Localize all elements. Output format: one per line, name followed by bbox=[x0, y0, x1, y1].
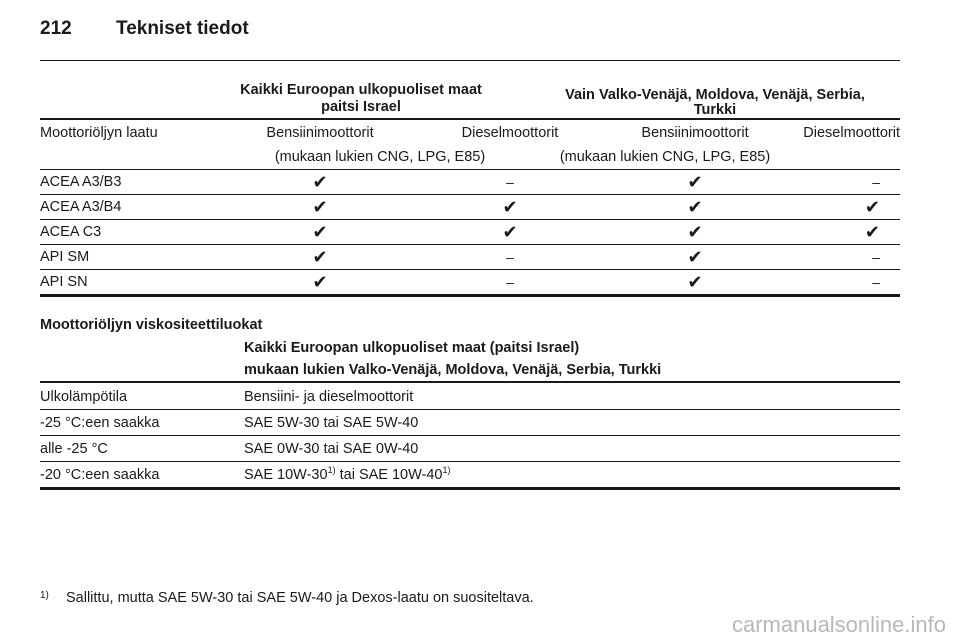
column-header-diesel-1: Dieselmoottorit bbox=[461, 125, 559, 141]
group-header-outside-europe bbox=[216, 82, 506, 116]
row-label: ACEA A3/B3 bbox=[40, 174, 122, 190]
dash-mark: – bbox=[872, 174, 880, 190]
table-row bbox=[40, 462, 900, 489]
check-icon: ✔ bbox=[502, 221, 518, 242]
viscosity-section-title: Moottoriöljyn viskositeettiluokat bbox=[40, 317, 263, 333]
group-header-belarus-russia bbox=[530, 87, 900, 117]
footnote-ref: 1) bbox=[327, 464, 336, 475]
column-label: Moottoriöljyn laatu bbox=[40, 125, 158, 141]
column-header-petrol-1: Bensiinimoottorit bbox=[266, 125, 374, 141]
footnote-ref: 1) bbox=[442, 464, 451, 475]
table-head-rule bbox=[40, 118, 900, 120]
dash-mark: – bbox=[506, 249, 514, 265]
check-icon: ✔ bbox=[687, 171, 703, 192]
viscosity-cell: SAE 0W-30 tai SAE 0W-40 bbox=[244, 440, 419, 457]
column-header-petrol-2: Bensiinimoottorit bbox=[641, 125, 749, 141]
footnote-text: Sallittu, mutta SAE 5W-30 tai SAE 5W-40 ja Dexos-laatu on suositeltava. bbox=[66, 590, 534, 606]
watermark: carmanualsonline.info bbox=[731, 612, 946, 637]
group-header-outside-europe-line2: paitsi Israel bbox=[321, 99, 401, 115]
header-rule bbox=[40, 60, 900, 61]
check-icon: ✔ bbox=[864, 196, 880, 217]
table-row bbox=[40, 410, 900, 436]
row-label: API SM bbox=[40, 249, 90, 265]
check-icon: ✔ bbox=[312, 171, 328, 192]
page-title: Tekniset tiedot bbox=[116, 18, 249, 39]
table-row bbox=[40, 170, 900, 195]
table-row bbox=[40, 245, 900, 270]
table-row bbox=[40, 436, 900, 462]
fuel-note-2: (mukaan lukien CNG, LPG, E85) bbox=[559, 149, 771, 165]
group-header-outside-europe-line1: Kaikki Euroopan ulkopuoliset maat bbox=[240, 82, 482, 98]
temp-cell: alle -25 °C bbox=[40, 440, 108, 457]
column-header-diesel-2: Dieselmoottorit bbox=[803, 125, 900, 141]
check-icon: ✔ bbox=[687, 246, 703, 267]
check-icon: ✔ bbox=[312, 196, 328, 217]
column-header-row bbox=[40, 121, 900, 145]
viscosity-head-rule bbox=[40, 381, 900, 383]
viscosity-header-line2: mukaan lukien Valko-Venäjä, Moldova, Venäjä, Serbia, Turkki bbox=[244, 362, 662, 378]
check-icon: ✔ bbox=[687, 221, 703, 242]
engine-type-label: Bensiini- ja dieselmoottorit bbox=[244, 388, 414, 405]
dash-mark: – bbox=[872, 249, 880, 265]
viscosity-cell: SAE 10W-30$^{1)}$ tai SAE 10W-40$^{1)}$ bbox=[244, 464, 451, 483]
check-icon: ✔ bbox=[312, 221, 328, 242]
page-header bbox=[40, 18, 249, 40]
check-icon: ✔ bbox=[312, 271, 328, 292]
dash-mark: – bbox=[872, 274, 880, 290]
dash-mark: – bbox=[506, 174, 514, 190]
footnote-mark: 1) bbox=[40, 590, 49, 601]
row-label: API SN bbox=[40, 274, 88, 290]
outside-temp-label: Ulkolämpötila bbox=[40, 388, 128, 405]
check-icon: ✔ bbox=[502, 196, 518, 217]
row-label: ACEA C3 bbox=[40, 224, 102, 240]
temp-cell: -20 °C:een saakka bbox=[40, 466, 160, 483]
fuel-note-row bbox=[40, 145, 900, 170]
fuel-note-1: (mukaan lukien CNG, LPG, E85) bbox=[274, 149, 486, 165]
temp-cell: -25 °C:een saakka bbox=[40, 414, 160, 431]
check-icon: ✔ bbox=[687, 196, 703, 217]
group-header-belarus-russia-line2: Turkki bbox=[693, 102, 737, 118]
footnote bbox=[40, 590, 534, 606]
row-label: ACEA A3/B4 bbox=[40, 199, 122, 215]
table-row bbox=[40, 220, 900, 245]
dash-mark: – bbox=[506, 274, 514, 290]
group-header-belarus-russia-line1: Vain Valko-Venäjä, Moldova, Venäjä, Serbia, bbox=[565, 87, 865, 103]
viscosity-cell: SAE 5W-30 tai SAE 5W-40 bbox=[244, 414, 419, 431]
check-icon: ✔ bbox=[312, 246, 328, 267]
viscosity-header-line1: Kaikki Euroopan ulkopuoliset maat (paitsi Israel) bbox=[244, 340, 580, 356]
check-icon: ✔ bbox=[864, 221, 880, 242]
table-row bbox=[40, 195, 900, 220]
table-row bbox=[40, 270, 900, 296]
viscosity-header-row bbox=[40, 384, 900, 410]
page-number: 212 bbox=[40, 18, 72, 39]
check-icon: ✔ bbox=[687, 271, 703, 292]
oil-quality-table bbox=[40, 121, 900, 297]
viscosity-table bbox=[40, 384, 900, 490]
